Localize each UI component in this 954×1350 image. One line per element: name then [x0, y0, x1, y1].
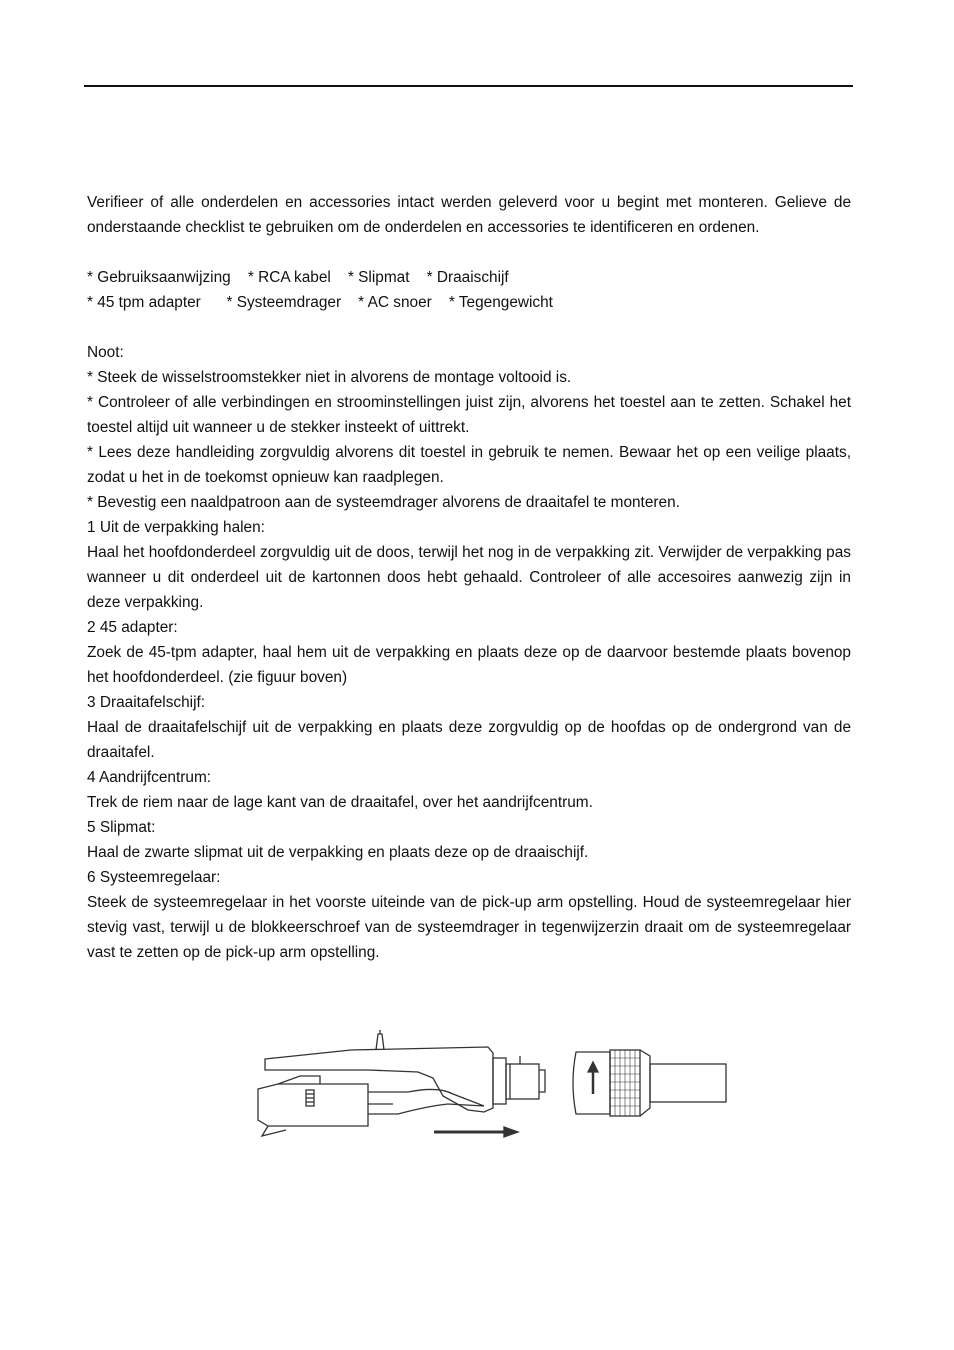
step-heading: 6 Systeemregelaar: [87, 869, 221, 886]
step-heading: 2 45 adapter: [87, 619, 178, 636]
note-item: * Bevestig een naaldpatroon aan de systeemdrager alvorens de draaitafel te monteren. [87, 494, 680, 511]
headshell-figure [248, 1026, 738, 1148]
step-text: Steek de systeemregelaar in het voorste uiteinde van de pick-up arm opstelling. Houd de systeemregelaar hier stevig vast, terwijl u de blokkeerschroef van de systeemdrager in tegenwijzerzin draait om de systeemregelaar vast te zetten op de pick-up arm opstelling. [87, 894, 851, 961]
note-item: * Steek de wisselstroomstekker niet in alvorens de montage voltooid is. [87, 369, 572, 386]
step-heading: 1 Uit de verpakking halen: [87, 519, 265, 536]
note-item: * Lees deze handleiding zorgvuldig alvorens dit toestel in gebruik te nemen. Bewaar het op een veilige plaats, zodat u het in de toekomst opnieuw kan raadplegen. [87, 444, 851, 486]
step-heading: 4 Aandrijfcentrum: [87, 769, 212, 786]
headshell-cartridge-diagram-icon [248, 1026, 738, 1148]
header-rule [84, 85, 853, 87]
note-item: * Controleer of alle verbindingen en stroominstellingen juist zijn, alvorens het toestel aan te zetten. Schakel het toestel altijd uit wanneer u de stekker insteekt of uittrekt. [87, 394, 851, 436]
checklist-row-2: * 45 tpm adapter * Systeemdrager * AC snoer * Tegengewicht [87, 294, 553, 311]
note-heading: Noot: [87, 344, 124, 361]
step-text: Haal de zwarte slipmat uit de verpakking en plaats deze op de draaischijf. [87, 844, 589, 861]
step-text: Trek de riem naar de lage kant van de draaitafel, over het aandrijfcentrum. [87, 794, 593, 811]
step-heading: 3 Draaitafelschijf: [87, 694, 206, 711]
step-text: Zoek de 45-tpm adapter, haal hem uit de verpakking en plaats deze op de daarvoor bestemde plaats bovenop het hoofdonderdeel. (zie figuur boven) [87, 644, 851, 686]
document-body [87, 190, 851, 965]
step-text: Haal het hoofdonderdeel zorgvuldig uit de doos, terwijl het nog in de verpakking zit. Verwijder de verpakking pas wanneer u dit onderdeel uit de kartonnen doos hebt gehaald. Controleer of alle accesoires aanwezig zijn in deze verpakking. [87, 544, 851, 611]
step-heading: 5 Slipmat: [87, 819, 156, 836]
step-text: Haal de draaitafelschijf uit de verpakking en plaats deze zorgvuldig op de hoofdas op de ondergrond van de draaitafel. [87, 719, 851, 761]
intro-paragraph: Verifieer of alle onderdelen en accessories intact werden geleverd voor u begint met monteren. Gelieve de onderstaande checklist te gebruiken om de onderdelen en accessories te identificeren en ordenen. [87, 194, 851, 236]
checklist-row-1: * Gebruiksaanwijzing * RCA kabel * Slipmat * Draaischijf [87, 269, 509, 286]
